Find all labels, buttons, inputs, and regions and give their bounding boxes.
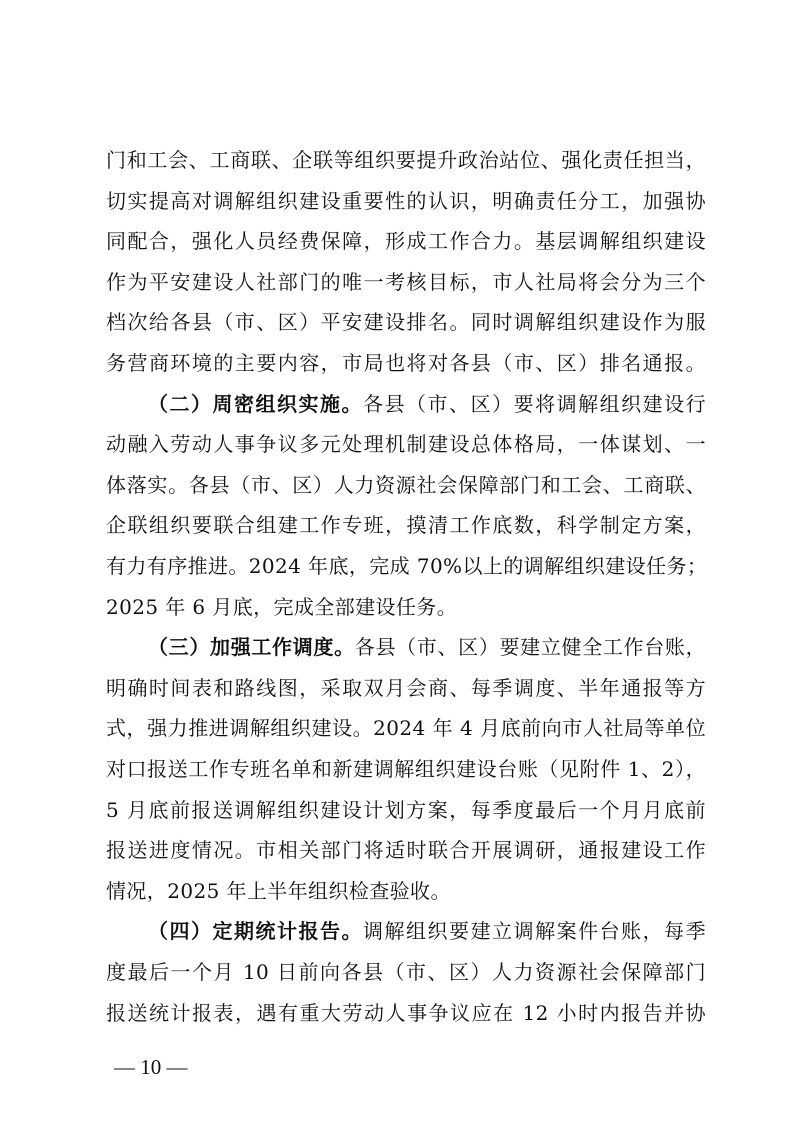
section-heading: （三）加强工作调度。	[148, 635, 355, 659]
page-number: — 10 —	[114, 1055, 188, 1079]
paragraph-text: 各县（市、区）要建立健全工作台账，	[354, 635, 706, 659]
paragraph-line: 档次给各县（市、区）平安建设排名。同时调解组织建设作为服	[106, 310, 706, 334]
paragraph-text: 调解组织要建立调解案件台账，每季	[363, 919, 707, 943]
paragraph-line: 务营商环境的主要内容，市局也将对各县（市、区）排名通报。	[106, 351, 706, 375]
paragraph-line: 体落实。各县（市、区）人力资源社会保障部门和工会、工商联、	[106, 473, 706, 497]
paragraph-line: 有力有序推进。2024 年底，完成 70%以上的调解组织建设任务；	[106, 554, 708, 578]
paragraph-line: 动融入劳动人事争议多元处理机制建设总体格局，一体谋划、一	[106, 432, 706, 456]
section-first-line	[148, 390, 706, 418]
paragraph-line: 情况，2025 年上半年组织检查验收。	[106, 879, 451, 903]
section-first-line	[148, 917, 706, 945]
paragraph-line: 报送统计报表，遇有重大劳动人事争议应在 12 小时内报告并协	[106, 1001, 706, 1025]
paragraph-line: 5 月底前报送调解组织建设计划方案，每季度最后一个月月底前	[106, 798, 706, 822]
paragraph-line: 切实提高对调解组织建设重要性的认识，明确责任分工，加强协	[106, 189, 706, 213]
paragraph-line: 式，强力推进调解组织建设。2024 年 4 月底前向市人社局等单位	[106, 716, 706, 740]
paragraph-line: 2025 年 6 月底，完成全部建设任务。	[106, 595, 458, 619]
paragraph-line: 门和工会、工商联、企联等组织要提升政治站位、强化责任担当，	[106, 148, 706, 172]
paragraph-line: 明确时间表和路线图，采取双月会商、每季调度、半年通报等方	[106, 676, 706, 700]
paragraph-line: 同配合，强化人员经费保障，形成工作合力。基层调解组织建设	[106, 229, 706, 253]
paragraph-text: 各县（市、区）要将调解组织建设行	[363, 392, 707, 416]
section-heading: （二）周密组织实施。	[148, 392, 364, 416]
paragraph-line: 报送进度情况。市相关部门将适时联合开展调研，通报建设工作	[106, 838, 706, 862]
paragraph-line: 度最后一个月 10 日前向各县（市、区）人力资源社会保障部门	[106, 960, 706, 984]
section-heading: （四）定期统计报告。	[148, 919, 364, 943]
paragraph-line: 作为平安建设人社部门的唯一考核目标，市人社局将会分为三个	[106, 270, 706, 294]
paragraph-line: 对口报送工作专班名单和新建调解组织建设台账（见附件 1、2），	[106, 757, 706, 781]
section-first-line	[148, 633, 706, 661]
paragraph-line: 企联组织要联合组建工作专班，摸清工作底数，科学制定方案，	[106, 513, 706, 537]
